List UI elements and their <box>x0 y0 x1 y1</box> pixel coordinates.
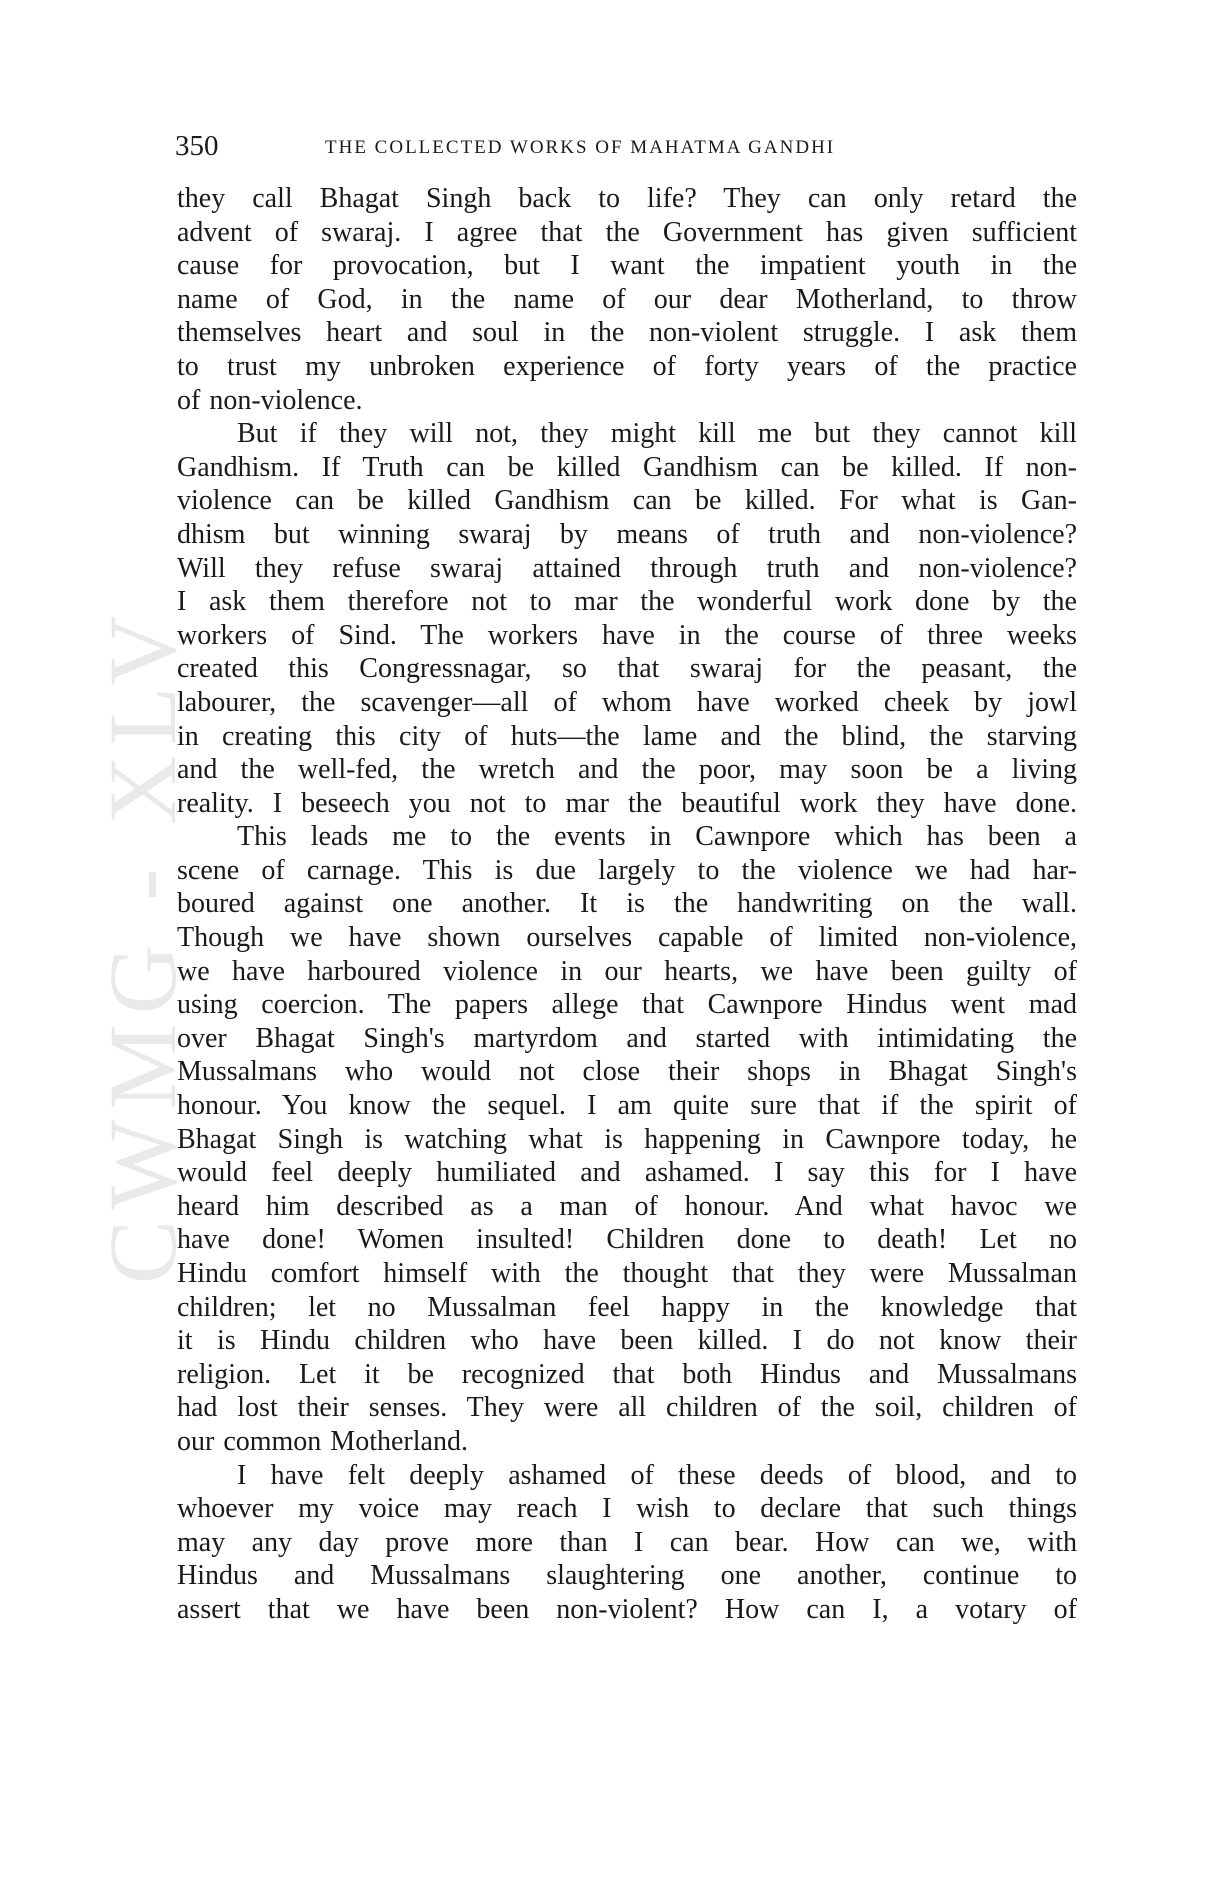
text-line: scene of carnage. This is due largely to the violence we had har- <box>177 854 1077 886</box>
text-line: we have harboured violence in our hearts, we have been guilty of <box>177 955 1077 987</box>
text-line: would feel deeply humiliated and ashamed. I say this for I have <box>177 1157 1077 1189</box>
text-line: using coercion. The papers allege that Cawnpore Hindus went mad <box>177 989 1077 1021</box>
text-line: and the well-fed, the wretch and the poor, may soon be a living <box>177 754 1077 786</box>
text-line: cause for provocation, but I want the impatient youth in the <box>177 250 1077 282</box>
text-line: violence can be killed Gandhism can be killed. For what is Gan- <box>177 485 1077 517</box>
text-line: Hindu comfort himself with the thought that they were Mussalman <box>177 1258 1077 1289</box>
text-line: assert that we have been non-violent? How can I, a votary of <box>177 1593 1077 1625</box>
paragraph-2 <box>177 417 1077 820</box>
text-line: it is Hindu children who have been killed. I do not know their <box>177 1325 1077 1357</box>
text-line: our common Motherland. <box>177 1425 468 1457</box>
paragraph-3 <box>177 820 1077 1458</box>
watermark: CWMG - XLV <box>89 606 196 1284</box>
text-line: in creating this city of huts—the lame and the blind, the starving <box>177 720 1077 752</box>
text-line: have done! Women insulted! Children done to death! Let no <box>177 1224 1077 1256</box>
text-line: may any day prove more than I can bear. How can we, with <box>177 1526 1077 1558</box>
text-line: Though we have shown ourselves capable of limited non-violence, <box>177 922 1077 954</box>
text-line: to trust my unbroken experience of forty years of the practice <box>177 350 1077 382</box>
text-line: Hindus and Mussalmans slaughtering one another, continue to <box>177 1560 1077 1592</box>
body-text <box>177 182 1077 1627</box>
text-line: over Bhagat Singh's martyrdom and started with intimidating the <box>177 1022 1077 1054</box>
text-line: I have felt deeply ashamed of these deeds of blood, and to <box>237 1459 1077 1491</box>
text-line: I ask them therefore not to mar the wonderful work done by the <box>177 586 1077 618</box>
running-head: THE COLLECTED WORKS OF MAHATMA GANDHI <box>325 137 836 158</box>
text-line: name of God, in the name of our dear Motherland, to throw <box>177 283 1077 315</box>
text-line: had lost their senses. They were all children of the soil, children of <box>177 1392 1077 1424</box>
paragraph-4 <box>177 1459 1077 1627</box>
text-line: This leads me to the events in Cawnpore which has been a <box>237 821 1077 853</box>
text-line: labourer, the scavenger—all of whom have worked cheek by jowl <box>177 686 1077 718</box>
text-line: of non-violence. <box>177 384 363 416</box>
paragraph-1 <box>177 182 1077 417</box>
text-line: heard him described as a man of honour. And what havoc we <box>177 1190 1077 1222</box>
text-line: they call Bhagat Singh back to life? They can only retard the <box>177 183 1077 214</box>
text-line: workers of Sind. The workers have in the course of three weeks <box>177 619 1077 651</box>
text-line: created this Congressnagar, so that swaraj for the peasant, the <box>177 653 1077 685</box>
text-line: Will they refuse swaraj attained through truth and non-violence? <box>177 552 1077 584</box>
text-line: Bhagat Singh is watching what is happening in Cawnpore today, he <box>177 1123 1077 1155</box>
text-line: dhism but winning swaraj by means of truth and non-violence? <box>177 518 1077 550</box>
text-line: whoever my voice may reach I wish to declare that such things <box>177 1493 1077 1525</box>
text-line: reality. I beseech you not to mar the beautiful work they have done. <box>177 787 1077 819</box>
text-line: children; let no Mussalman feel happy in the knowledge that <box>177 1291 1077 1323</box>
page-number: 350 <box>175 130 219 162</box>
text-line: boured against one another. It is the handwriting on the wall. <box>177 888 1077 920</box>
text-line: But if they will not, they might kill me but they cannot kill <box>237 418 1077 450</box>
text-line: honour. You know the sequel. I am quite sure that if the spirit of <box>177 1090 1077 1122</box>
text-line: Gandhism. If Truth can be killed Gandhism can be killed. If non- <box>177 451 1077 483</box>
text-line: religion. Let it be recognized that both Hindus and Mussalmans <box>177 1358 1077 1390</box>
text-line: Mussalmans who would not close their shops in Bhagat Singh's <box>177 1056 1077 1088</box>
page-header <box>175 130 1075 166</box>
text-line: themselves heart and soul in the non-violent struggle. I ask them <box>177 317 1077 349</box>
text-line: advent of swaraj. I agree that the Government has given sufficient <box>177 216 1077 248</box>
